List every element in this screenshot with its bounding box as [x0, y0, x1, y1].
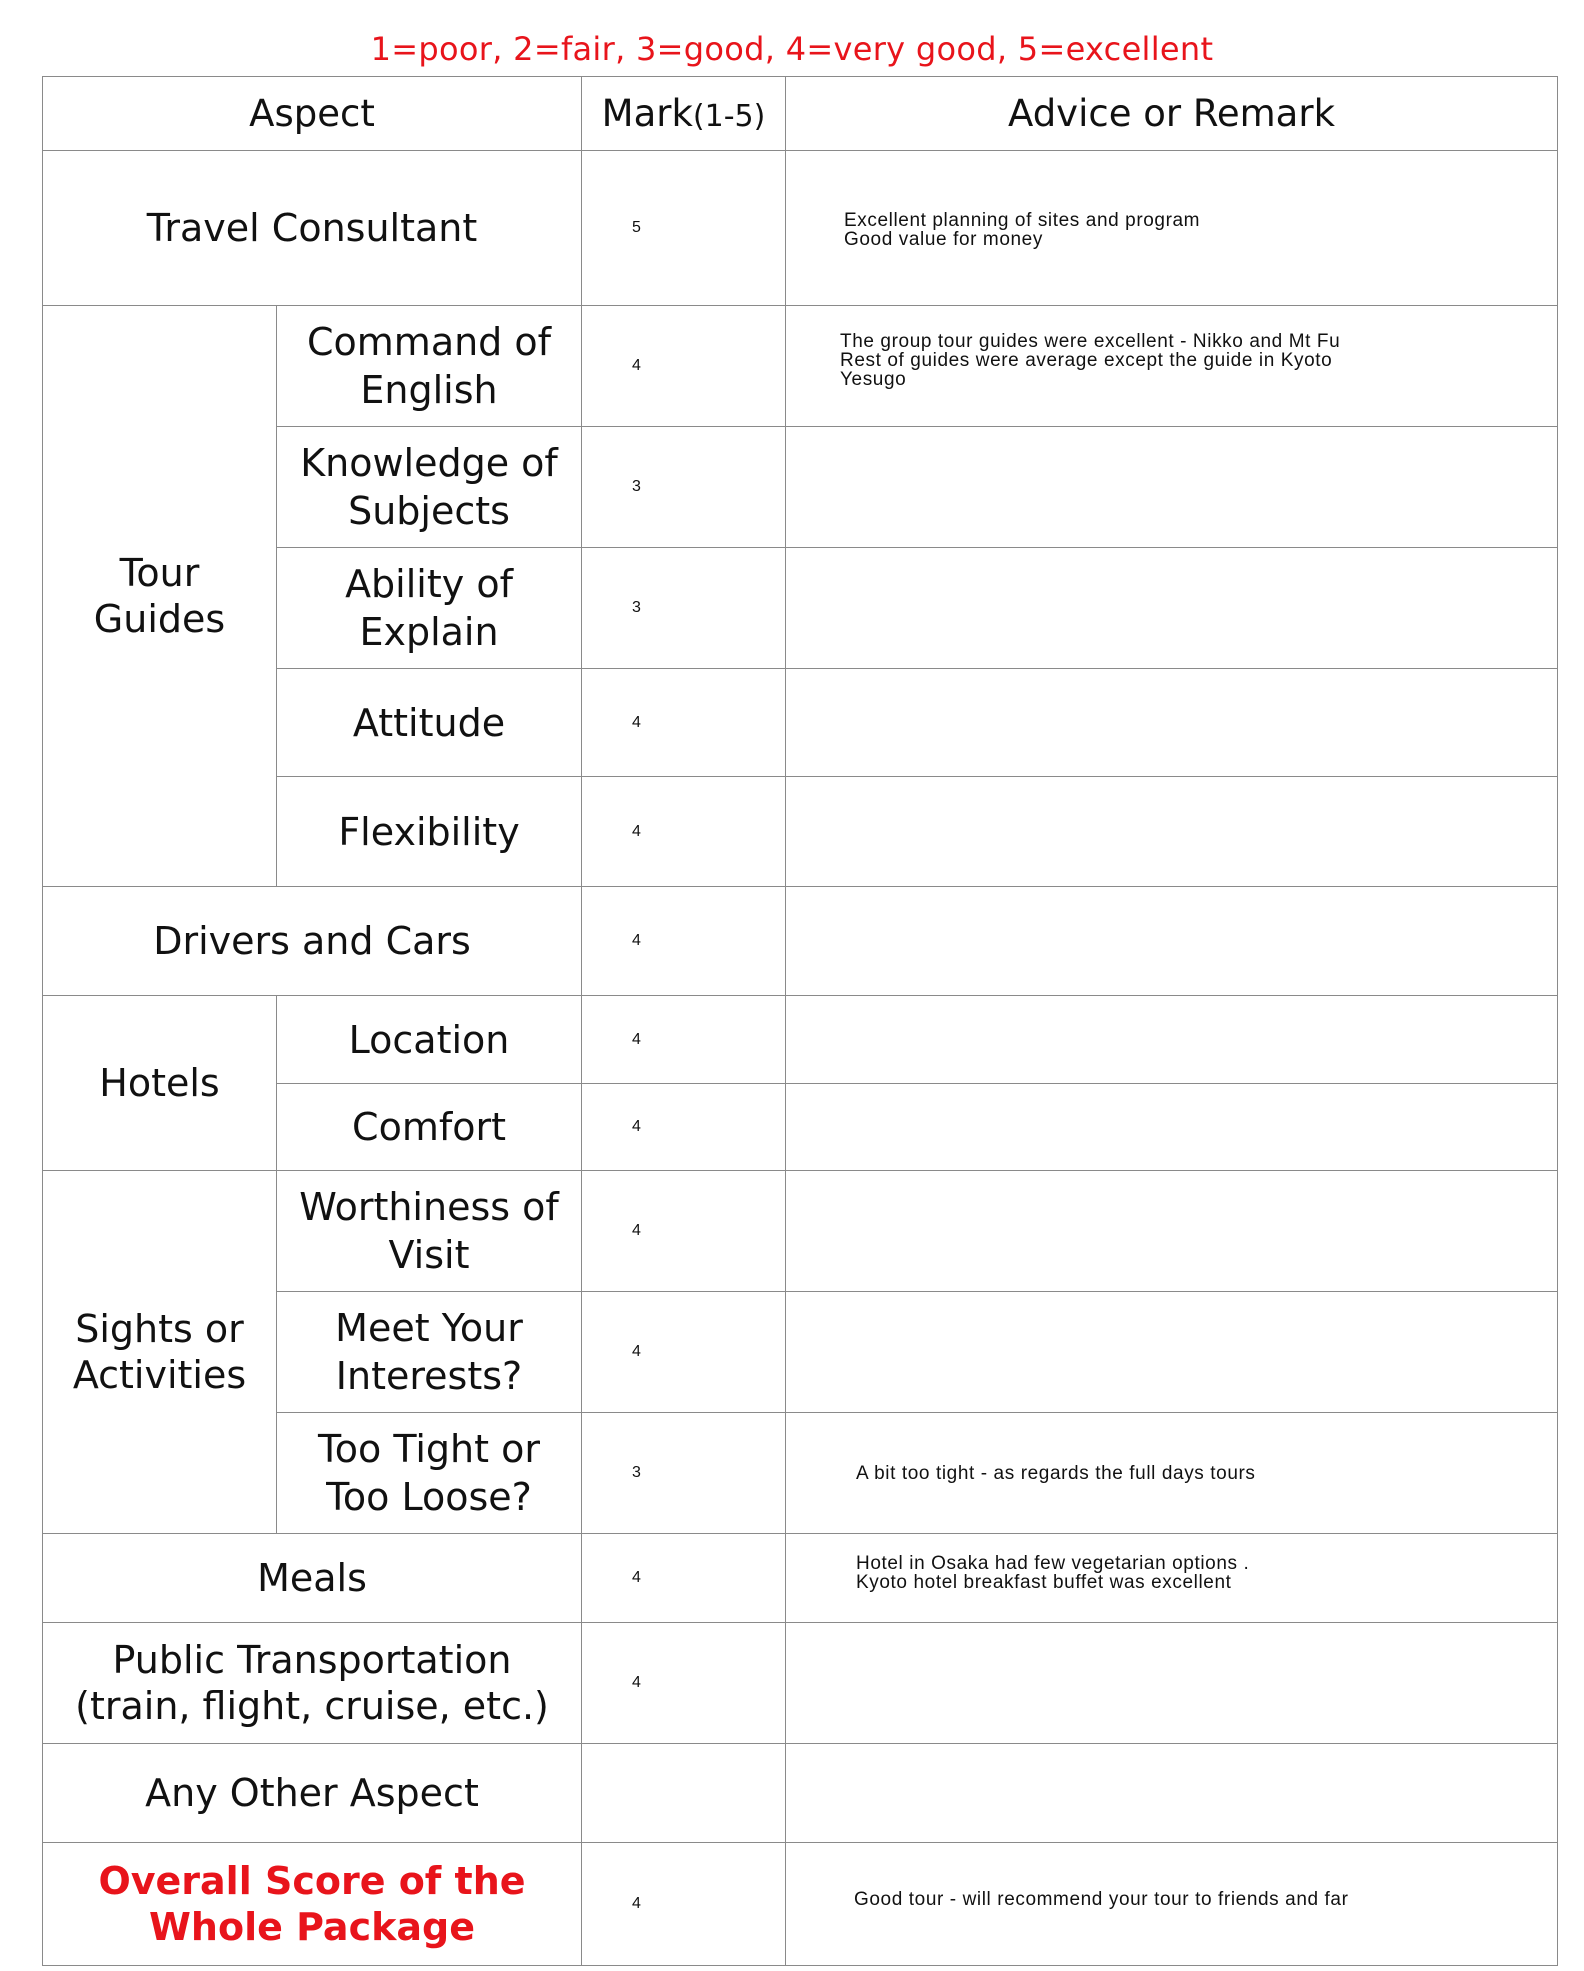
subaspect-too-tight-or-too-loose: Too Tight or Too Loose? — [277, 1413, 582, 1534]
aspect-any-other: Any Other Aspect — [43, 1744, 582, 1843]
aspect-drivers-and-cars: Drivers and Cars — [43, 887, 582, 996]
table-row — [43, 1744, 1558, 1843]
subaspect-worthiness-of-visit: Worthiness of Visit — [277, 1171, 582, 1292]
remark-meet-your-interests — [786, 1292, 1558, 1413]
mark-worthiness-of-visit: 4 — [582, 1171, 786, 1292]
remark-drivers-and-cars — [786, 887, 1558, 996]
remark-worthiness-of-visit — [786, 1171, 1558, 1292]
table-row — [43, 887, 1558, 996]
subaspect-attitude: Attitude — [277, 669, 582, 777]
mark-comfort: 4 — [582, 1084, 786, 1171]
mark-knowledge-of-subjects: 3 — [582, 427, 786, 548]
aspect-overall-score: Overall Score of the Whole Package — [43, 1843, 582, 1966]
subaspect-knowledge-of-subjects: Knowledge of Subjects — [277, 427, 582, 548]
remark-any-other — [786, 1744, 1558, 1843]
aspect-meals: Meals — [43, 1534, 582, 1623]
rating-scale-legend: 1=poor, 2=fair, 3=good, 4=very good, 5=excellent — [370, 30, 1214, 68]
mark-header-range: (1-5) — [692, 99, 766, 134]
subaspect-meet-your-interests: Meet Your Interests? — [277, 1292, 582, 1413]
header-row — [43, 77, 1558, 151]
mark-overall-score: 4 — [582, 1843, 786, 1966]
mark-attitude: 4 — [582, 669, 786, 777]
remark-travel-consultant: Excellent planning of sites and program Good value for money — [786, 151, 1558, 306]
mark-meet-your-interests: 4 — [582, 1292, 786, 1413]
mark-location: 4 — [582, 996, 786, 1084]
table-row — [43, 151, 1558, 306]
mark-public-transportation: 4 — [582, 1623, 786, 1744]
remark-overall-score: Good tour - will recommend your tour to friends and far — [786, 1843, 1558, 1966]
remark-attitude — [786, 669, 1558, 777]
feedback-table — [42, 76, 1558, 1966]
mark-meals: 4 — [582, 1534, 786, 1623]
aspect-header: Aspect — [43, 77, 582, 151]
aspect-hotels: Hotels — [43, 996, 277, 1171]
remark-command-of-english: The group tour guides were excellent - Nikko and Mt Fu Rest of guides were average except the guide in Kyoto Yesugo — [786, 306, 1558, 427]
aspect-tour-guides: Tour Guides — [43, 306, 277, 887]
mark-header — [582, 77, 786, 151]
mark-ability-of-explain: 3 — [582, 548, 786, 669]
mark-travel-consultant: 5 — [582, 151, 786, 306]
remark-ability-of-explain — [786, 548, 1558, 669]
remark-header: Advice or Remark — [786, 77, 1558, 151]
table-row — [43, 1534, 1558, 1623]
subaspect-flexibility: Flexibility — [277, 777, 582, 887]
mark-flexibility: 4 — [582, 777, 786, 887]
remark-knowledge-of-subjects — [786, 427, 1558, 548]
table-row — [43, 996, 1558, 1084]
remark-meals: Hotel in Osaka had few vegetarian options . Kyoto hotel breakfast buffet was excellent — [786, 1534, 1558, 1623]
table-row — [43, 1171, 1558, 1292]
aspect-sights-or-activities: Sights or Activities — [43, 1171, 277, 1534]
remark-flexibility — [786, 777, 1558, 887]
aspect-public-transportation: Public Transportation (train, flight, cruise, etc.) — [43, 1623, 582, 1744]
table-row — [43, 1623, 1558, 1744]
mark-too-tight-or-too-loose: 3 — [582, 1413, 786, 1534]
subaspect-comfort: Comfort — [277, 1084, 582, 1171]
remark-location — [786, 996, 1558, 1084]
remark-public-transportation — [786, 1623, 1558, 1744]
subaspect-command-of-english: Command of English — [277, 306, 582, 427]
table-row — [43, 1843, 1558, 1966]
remark-too-tight-or-too-loose: A bit too tight - as regards the full days tours — [786, 1413, 1558, 1534]
remark-comfort — [786, 1084, 1558, 1171]
mark-command-of-english: 4 — [582, 306, 786, 427]
table-row — [43, 306, 1558, 427]
subaspect-ability-of-explain: Ability of Explain — [277, 548, 582, 669]
mark-header-label: Mark — [601, 92, 693, 135]
subaspect-location: Location — [277, 996, 582, 1084]
mark-drivers-and-cars: 4 — [582, 887, 786, 996]
aspect-travel-consultant: Travel Consultant — [43, 151, 582, 306]
mark-any-other — [582, 1744, 786, 1843]
